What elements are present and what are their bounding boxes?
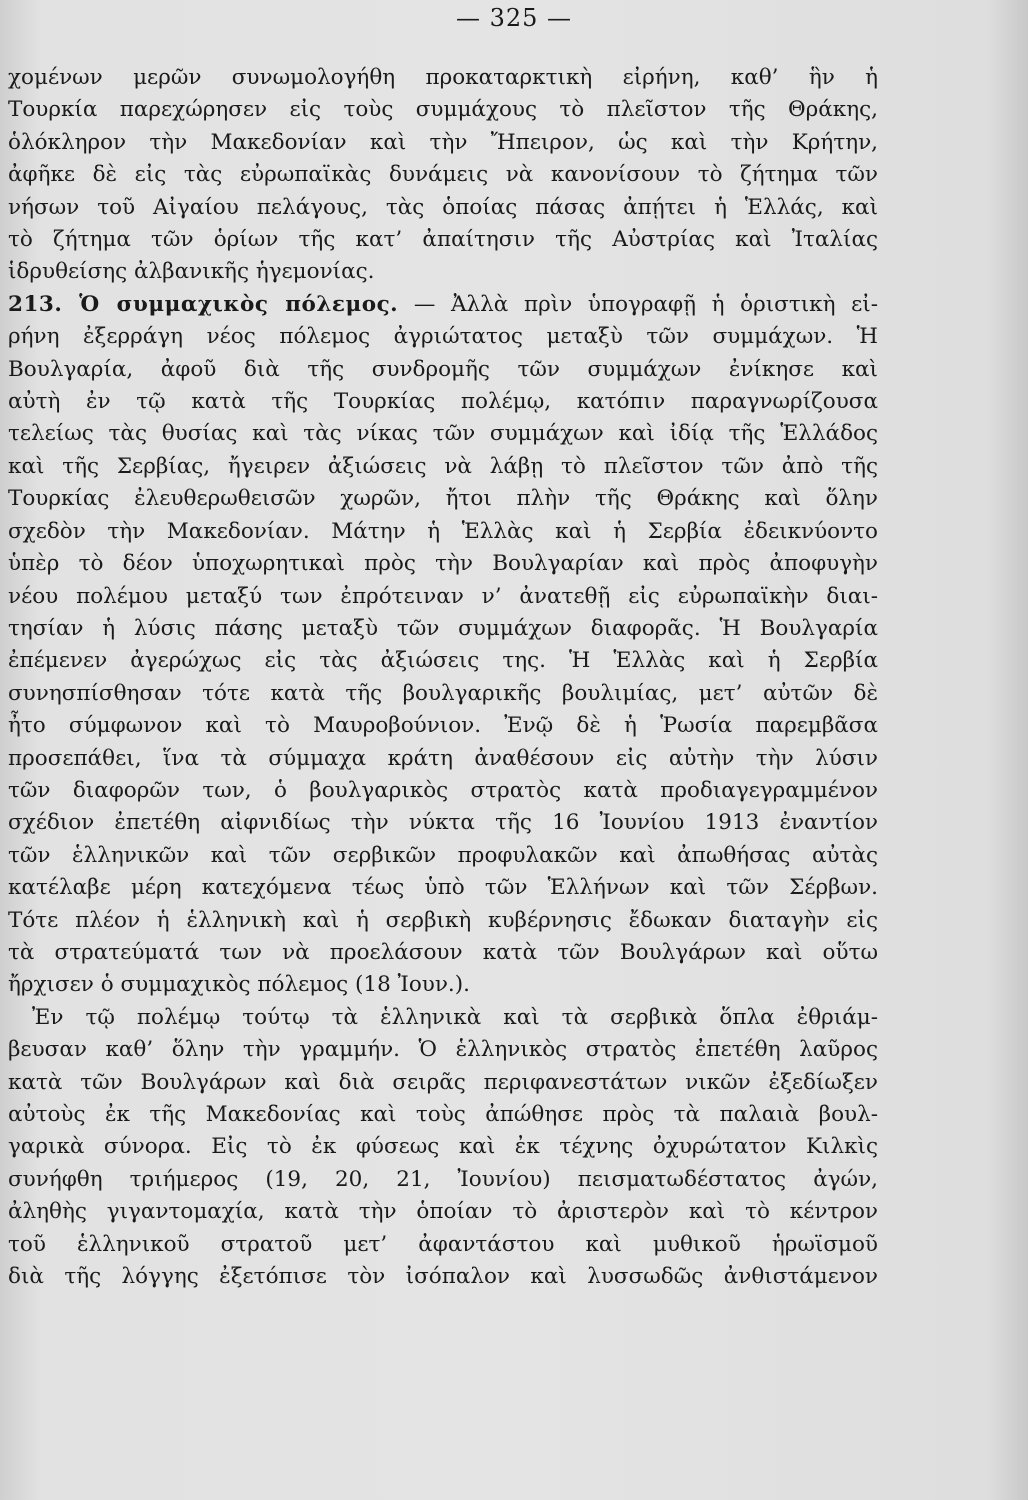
text-line: ὑπὲρ τὸ δέον ὑποχωρητικαὶ πρὸς τὴν Βουλγαρίαν καὶ πρὸς ἀποφυγὴν — [8, 551, 878, 577]
text-line: Βουλγαρία, ἀφοῦ διὰ τῆς συνδρομῆς τῶν συμμάχων ἐνίκησε καὶ — [8, 356, 878, 382]
text-line: τὸ ζήτημα τῶν ὁρίων τῆς κατ’ ἀπαίτησιν τῆς Αὐστρίας καὶ Ἰταλίας — [8, 227, 878, 253]
text-line: τῶν διαφορῶν των, ὁ βουλγαρικὸς στρατὸς κατὰ προδιαγεγραμμένον — [8, 777, 878, 803]
text-line: τῶν ἑλληνικῶν καὶ τῶν σερβικῶν προφυλακῶν καὶ ἀπωθήσας αὐτὰς — [8, 842, 878, 868]
section-heading: 213. Ὁ συμμαχικὸς πόλεμος. — [8, 291, 399, 317]
text-line: βευσαν καθ’ ὅλην τὴν γραμμήν. Ὁ ἑλληνικὸς στρατὸς ἐπετέθη λαῦρος — [8, 1037, 878, 1063]
text-line: τὰ στρατεύματά των νὰ προελάσουν κατὰ τῶν Βουλγάρων καὶ οὕτω — [8, 939, 878, 965]
page-number: — 325 — — [455, 4, 573, 32]
text-line: σχέδιον ἐπετέθη αἰφνιδίως τὴν νύκτα τῆς 16 Ἰουνίου 1913 ἐναντίον — [8, 810, 878, 836]
text-line: ἐπέμενεν ἀγερώχως εἰς τὰς ἀξιώσεις της. Ἡ Ἑλλὰς καὶ ἡ Σερβία — [8, 648, 878, 674]
text-line: ὁλόκληρον τὴν Μακεδονίαν καὶ τὴν Ἤπειρον, ὡς καὶ τὴν Κρήτην, — [8, 129, 878, 155]
text-line: Τότε πλέον ἡ ἑλληνικὴ καὶ ἡ σερβικὴ κυβέρνησις ἔδωκαν διαταγὴν εἰς — [8, 907, 878, 933]
text-line: Τουρκίας ἐλευθερωθεισῶν χωρῶν, ἤτοι πλὴν τῆς Θράκης καὶ ὅλην — [8, 486, 878, 512]
text-line: αὐτοὺς ἐκ τῆς Μακεδονίας καὶ τοὺς ἀπώθησε πρὸς τὰ παλαιὰ βουλ- — [8, 1102, 878, 1127]
text-line: ρήνη ἐξερράγη νέος πόλεμος ἀγριώτατος μεταξὺ τῶν συμμάχων. Ἡ — [8, 324, 878, 350]
text-line: Ἐν τῷ πολέμῳ τούτῳ τὰ ἑλληνικὰ καὶ τὰ σερβικὰ ὅπλα ἐθριάμ- — [32, 1004, 878, 1030]
text-line: γαρικὰ σύνορα. Εἰς τὸ ἐκ φύσεως καὶ ἐκ τέχνης ὀχυρώτατον Κιλκὶς — [8, 1134, 878, 1160]
text-line: χομένων μερῶν συνωμολογήθη προκαταρκτικὴ εἰρήνη, καθ’ ἣν ἡ — [8, 65, 878, 90]
text-line: Τουρκία παρεχώρησεν εἰς τοὺς συμμάχους τὸ πλεῖστον τῆς Θράκης, — [8, 97, 878, 123]
text-line: καὶ τῆς Σερβίας, ἤγειρεν ἀξιώσεις νὰ λάβῃ τὸ πλεῖστον τῶν ἀπὸ τῆς — [8, 453, 878, 479]
text-line: συνήφθη τριήμερος (19, 20, 21, Ἰουνίου) πεισματωδέστατος ἀγών, — [8, 1166, 878, 1192]
text-line: νήσων τοῦ Αἰγαίου πελάγους, τὰς ὁποίας πάσας ἀπῄτει ἡ Ἑλλάς, καὶ — [8, 194, 878, 220]
text-line: προσεπάθει, ἵνα τὰ σύμμαχα κράτη ἀναθέσουν εἰς αὐτὴν τὴν λύσιν — [8, 745, 878, 771]
text-line: ἀληθὴς γιγαντομαχία, κατὰ τὴν ὁποίαν τὸ ἀριστερὸν καὶ τὸ κέντρον — [8, 1199, 878, 1225]
text-line: τοῦ ἑλληνικοῦ στρατοῦ μετ’ ἀφαντάστου καὶ μυθικοῦ ἡρωϊσμοῦ — [8, 1231, 878, 1257]
body-text — [8, 62, 878, 1293]
text-line: ἤρχισεν ὁ συμμαχικὸς πόλεμος (18 Ἰουν.). — [8, 972, 470, 998]
text-line: ἱδρυθείσης ἀλβανικῆς ἡγεμονίας. — [8, 259, 375, 285]
text-line: κατὰ τῶν Βουλγάρων καὶ διὰ σειρᾶς περιφανεστάτων νικῶν ἐξεδίωξεν — [8, 1069, 878, 1095]
text-line: ἦτο σύμφωνον καὶ τὸ Μαυροβούνιον. Ἐνῷ δὲ ἡ Ῥωσία παρεμβᾶσα — [8, 713, 878, 739]
text-line: διὰ τῆς λόγγης ἐξετόπισε τὸν ἰσόπαλον καὶ λυσσωδῶς ἀνθιστάμενον — [8, 1264, 878, 1290]
text-line: νέου πολέμου μεταξύ των ἐπρότειναν ν’ ἀνατεθῇ εἰς εὐρωπαϊκὴν διαι- — [8, 583, 878, 609]
text-line: αὐτὴ ἐν τῷ κατὰ τῆς Τουρκίας πολέμῳ, κατόπιν παραγνωρίζουσα — [8, 389, 878, 415]
text-line: συνησπίσθησαν τότε κατὰ τῆς βουλγαρικῆς βουλιμίας, μετ’ αὐτῶν δὲ — [8, 680, 878, 706]
text-line: σχεδὸν τὴν Μακεδονίαν. Μάτην ἡ Ἑλλὰς καὶ ἡ Σερβία ἐδεικνύοντο — [8, 518, 878, 544]
text-line: τελείως τὰς θυσίας καὶ τὰς νίκας τῶν συμμάχων καὶ ἰδίᾳ τῆς Ἑλλάδος — [8, 421, 878, 447]
section-heading-line — [8, 289, 878, 321]
text-line: ἀφῆκε δὲ εἰς τὰς εὐρωπαϊκὰς δυνάμεις νὰ κανονίσουν τὸ ζήτημα τῶν — [8, 162, 878, 188]
text-line: κατέλαβε μέρη κατεχόμενα τέως ὑπὸ τῶν Ἑλλήνων καὶ τῶν Σέρβων. — [8, 875, 878, 901]
text-line: τησίαν ἡ λύσις πάσης μεταξὺ τῶν συμμάχων διαφορᾶς. Ἡ Βουλγαρία — [8, 615, 878, 641]
text-line: — Ἀλλὰ πρὶν ὑπογραφῇ ἡ ὁριστικὴ εἰ- — [413, 291, 878, 317]
